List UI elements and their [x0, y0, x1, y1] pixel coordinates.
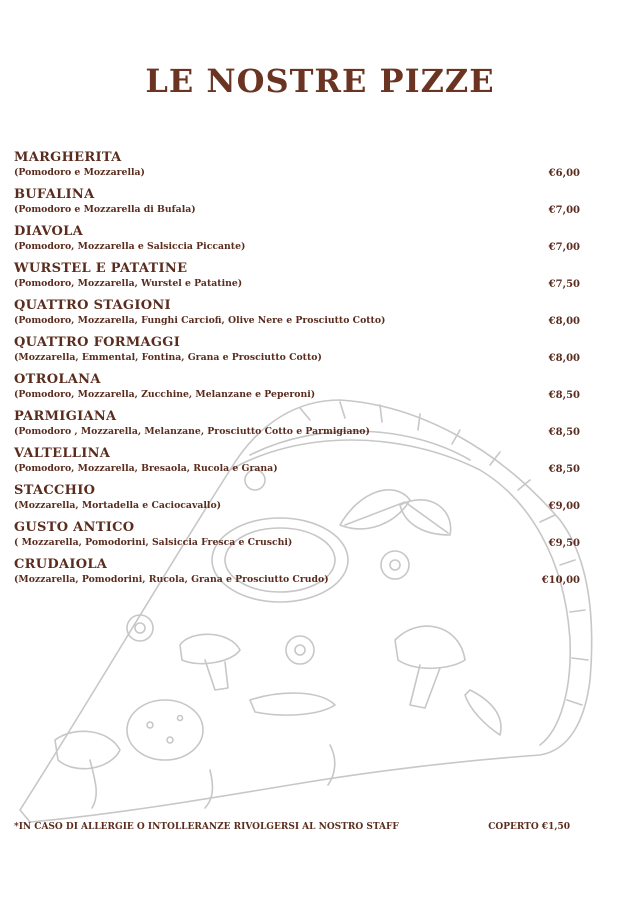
- menu-item-name: QUATTRO STAGIONI: [14, 298, 171, 313]
- menu-item-description: (Pomodoro , Mozzarella, Melanzane, Prosciutto Cotto e Parmigiano): [14, 426, 370, 437]
- menu-item: [14, 520, 580, 557]
- menu-item-description: (Mozzarella, Mortadella e Caciocavallo): [14, 500, 222, 511]
- menu-item-price: €8,00: [548, 353, 580, 364]
- menu-item-price: €9,50: [548, 538, 580, 549]
- menu-item-price: €8,50: [548, 390, 580, 401]
- allergy-note: *IN CASO DI ALLERGIE O INTOLLERANZE RIVOLGERSI AL NOSTRO STAFF: [14, 822, 399, 832]
- menu-item-price: €8,00: [548, 316, 580, 327]
- menu-item-name: CRUDAIOLA: [14, 557, 108, 572]
- page-title: LE NOSTRE PIZZE: [145, 62, 495, 100]
- menu-item-description: (Pomodoro e Mozzarella): [14, 167, 145, 178]
- menu-item-description: (Pomodoro, Mozzarella e Salsiccia Piccante): [14, 241, 246, 252]
- menu-item-name: QUATTRO FORMAGGI: [14, 335, 181, 350]
- menu-item-price: €7,00: [548, 205, 580, 216]
- menu-item-description: (Mozzarella, Pomodorini, Rucola, Grana e Prosciutto Crudo): [14, 574, 329, 585]
- menu-item: [14, 335, 580, 372]
- menu-item: [14, 483, 580, 520]
- menu-item-name: GUSTO ANTICO: [14, 520, 135, 535]
- menu-item: [14, 557, 580, 594]
- pizza-menu-list: [14, 150, 580, 594]
- menu-item-price: €9,00: [548, 501, 580, 512]
- menu-item: [14, 187, 580, 224]
- coperto-price: COPERTO €1,50: [488, 822, 570, 832]
- menu-item: [14, 298, 580, 335]
- menu-item-price: €7,00: [548, 242, 580, 253]
- menu-item: [14, 150, 580, 187]
- menu-item-price: €8,50: [548, 464, 580, 475]
- menu-item-name: PARMIGIANA: [14, 409, 117, 424]
- menu-item-description: (Pomodoro, Mozzarella, Bresaola, Rucola e Grana): [14, 463, 278, 474]
- menu-item-name: DIAVOLA: [14, 224, 84, 239]
- menu-item-name: OTROLANA: [14, 372, 101, 387]
- menu-item-price: €7,50: [548, 279, 580, 290]
- menu-item-description: (Pomodoro, Mozzarella, Wurstel e Patatine): [14, 278, 243, 289]
- menu-item: [14, 261, 580, 298]
- menu-item-description: ( Mozzarella, Pomodorini, Salsiccia Fresca e Cruschi): [14, 537, 293, 548]
- menu-item-name: VALTELLINA: [14, 446, 111, 461]
- menu-item: [14, 224, 580, 261]
- menu-item-description: (Mozzarella, Emmental, Fontina, Grana e Prosciutto Cotto): [14, 352, 322, 363]
- menu-item-price: €8,50: [548, 427, 580, 438]
- menu-item-name: STACCHIO: [14, 483, 96, 498]
- menu-item-price: €10,00: [541, 575, 580, 586]
- menu-item: [14, 446, 580, 483]
- menu-item-name: MARGHERITA: [14, 150, 122, 165]
- menu-item-name: WURSTEL E PATATINE: [14, 261, 188, 276]
- menu-item-name: BUFALINA: [14, 187, 95, 202]
- menu-item-description: (Pomodoro, Mozzarella, Zucchine, Melanzane e Peperoni): [14, 389, 316, 400]
- menu-item-description: (Pomodoro, Mozzarella, Funghi Carciofi, Olive Nere e Prosciutto Cotto): [14, 315, 386, 326]
- menu-item: [14, 409, 580, 446]
- menu-item-description: (Pomodoro e Mozzarella di Bufala): [14, 204, 196, 215]
- menu-item-price: €6,00: [548, 168, 580, 179]
- menu-item: [14, 372, 580, 409]
